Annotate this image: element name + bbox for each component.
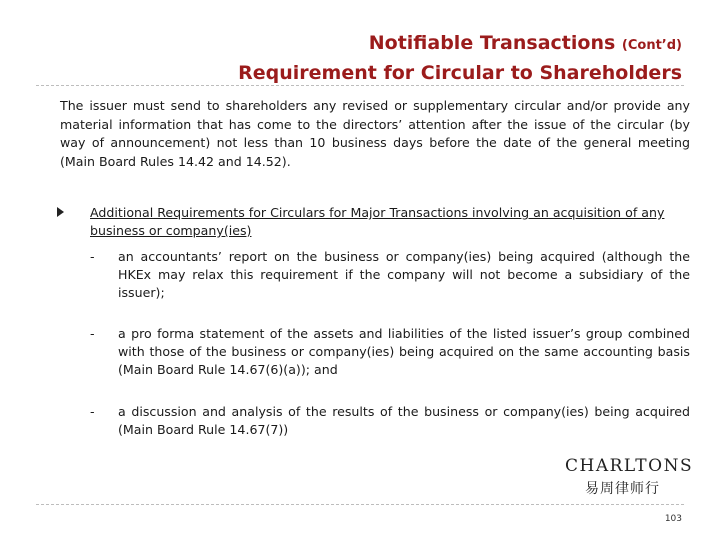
title-line-2: Requirement for Circular to Shareholders (238, 62, 682, 84)
page-number: 103 (664, 514, 682, 524)
bullet-heading: Additional Requirements for Circulars for Major Transactions involving an acquisition of any business or company(ies) (90, 205, 665, 238)
dash-marker: - (90, 326, 95, 341)
list-item-text: a discussion and analysis of the results of the business or company(ies) being acquired (Main Board Rule 14.67(7)) (118, 404, 690, 437)
logo-name-en: CHARLTONS (565, 456, 694, 476)
dash-marker: - (90, 249, 95, 264)
list-item-text: a pro forma statement of the assets and liabilities of the listed issuer’s group combined with those of the business or company(ies) being acquired on the same accounting basis (Main Board Rule 14.67(6)(a)); and (118, 326, 690, 377)
list-item (90, 325, 690, 379)
title-line-1 (238, 30, 682, 59)
charltons-logo (565, 456, 694, 498)
slide-title (238, 30, 682, 87)
arrow-bullet-icon (57, 207, 64, 217)
bottom-divider (36, 504, 684, 505)
list-item (90, 403, 690, 439)
logo-name-cn: 易周律师行 (585, 481, 660, 497)
list-item (90, 248, 690, 302)
list-item-text: an accountants’ report on the business or company(ies) being acquired (although the HKEx may relax this requirement if the company will not become a subsidiary of the issuer); (118, 249, 690, 300)
dash-marker: - (90, 404, 95, 419)
intro-paragraph: The issuer must send to shareholders any revised or supplementary circular and/or provide any material information that has come to the directors’ attention after the issue of the circular (by way of announcement) not less than 10 business days before the date of the general meeting (Main Board Rules 14.42 and 14.52). (60, 98, 690, 170)
title-contd: (Cont’d) (621, 38, 682, 53)
top-divider (36, 85, 684, 86)
title-main: Notifiable Transactions (368, 32, 616, 54)
